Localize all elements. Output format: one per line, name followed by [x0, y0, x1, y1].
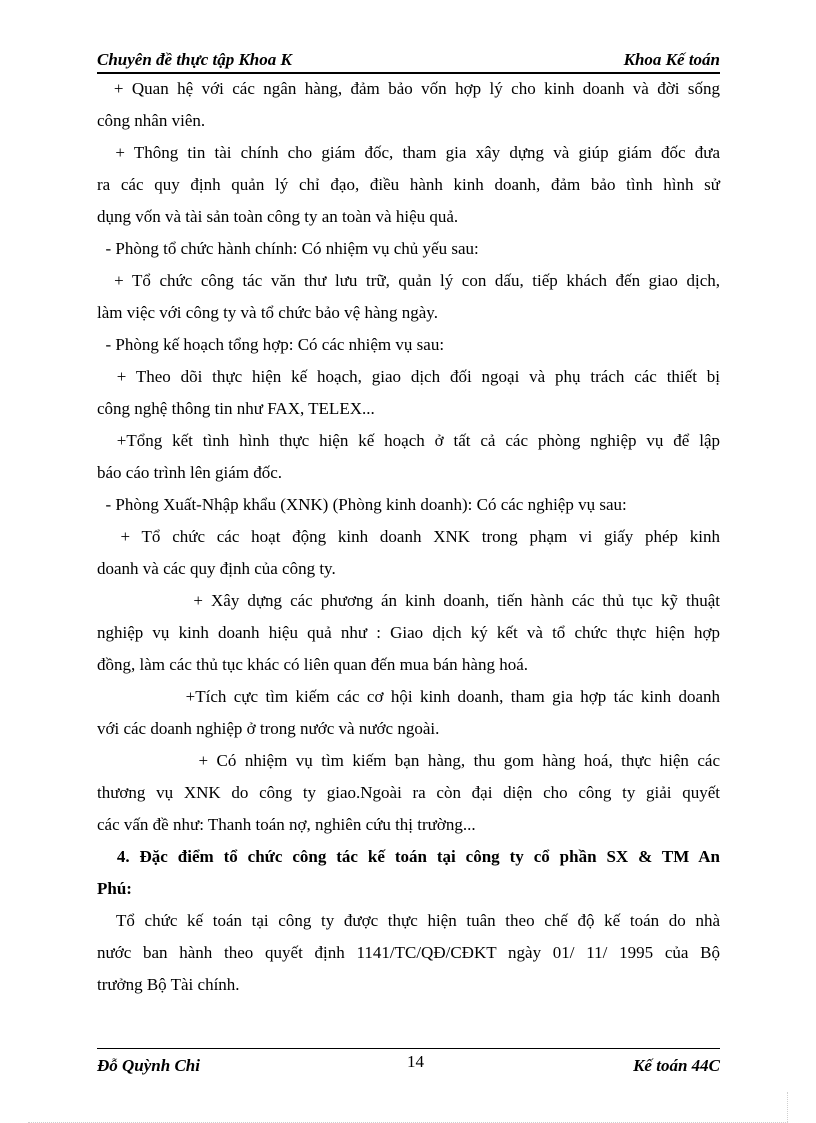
text-line: + Xây dựng các phương án kinh doanh, tiến hành các thủ tục kỹ thuật [97, 591, 720, 610]
text-line: - Phòng Xuất-Nhập khẩu (XNK) (Phòng kinh doanh): Có các nghiệp vụ sau: [97, 495, 627, 514]
text-line: + Có nhiệm vụ tìm kiếm bạn hàng, thu gom hàng hoá, thực hiện các [97, 751, 720, 770]
text-line: + Theo dõi thực hiện kế hoạch, giao dịch đối ngoại và phụ trách các thiết bị [97, 367, 720, 386]
text-line: + Thông tin tài chính cho giám đốc, tham gia xây dựng và giúp giám đốc đưa [97, 143, 720, 162]
text-line: các vấn đề như: Thanh toán nợ, nghiên cứu thị trường... [97, 815, 476, 834]
text-line: - Phòng tổ chức hành chính: Có nhiệm vụ chủ yếu sau: [97, 239, 479, 258]
header-title-left: Chuyên đề thực tập Khoa K [97, 50, 292, 69]
footer-class: Kế toán 44C [633, 1056, 720, 1075]
text-line: nghiệp vụ kinh doanh hiệu quả như : Giao dịch ký kết và tổ chức thực hiện hợp [97, 623, 720, 642]
text-line: trưởng Bộ Tài chính. [97, 975, 240, 994]
text-line: đồng, làm các thủ tục khác có liên quan đến mua bán hàng hoá. [97, 655, 528, 674]
text-line: ra các quy định quản lý chỉ đạo, điều hành kinh doanh, đảm bảo tình hình sử [97, 175, 720, 194]
header-title-right: Khoa Kế toán [623, 50, 720, 69]
page-header [97, 50, 720, 74]
text-line: dụng vốn và tài sản toàn công ty an toàn và hiệu quả. [97, 207, 459, 226]
section-heading: 4. Đặc điểm tổ chức công tác kế toán tại công ty cổ phần SX & TM An [97, 847, 720, 866]
text-line: làm việc với công ty và tổ chức bảo vệ hàng ngày. [97, 303, 438, 322]
text-line: + Tổ chức các hoạt động kinh doanh XNK trong phạm vi giấy phép kinh [97, 527, 720, 546]
text-line: với các doanh nghiệp ở trong nước và nước ngoài. [97, 719, 440, 738]
page-number: 14 [407, 1052, 424, 1071]
footer-author: Đỗ Quỳnh Chi [97, 1056, 200, 1075]
text-line: nước ban hành theo quyết định 1141/TC/QĐ/CĐKT ngày 01/ 11/ 1995 của Bộ [97, 943, 720, 962]
text-line: + Quan hệ với các ngân hàng, đảm bảo vốn hợp lý cho kinh doanh và đời sống [97, 79, 720, 98]
page-edge-divider [787, 1092, 788, 1122]
text-line: công nghệ thông tin như FAX, TELEX... [97, 399, 375, 418]
text-line: +Tích cực tìm kiếm các cơ hội kinh doanh, tham gia hợp tác kinh doanh [97, 687, 720, 706]
text-line: báo cáo trình lên giám đốc. [97, 463, 283, 482]
text-line: +Tổng kết tình hình thực hiện kế hoạch ở tất cả các phòng nghiệp vụ để lập [97, 431, 720, 450]
text-line: + Tổ chức công tác văn thư lưu trữ, quản lý con dấu, tiếp khách đến giao dịch, [97, 271, 720, 290]
text-line: - Phòng kế hoạch tổng hợp: Có các nhiệm vụ sau: [97, 335, 445, 354]
section-heading: Phú: [97, 879, 132, 898]
text-line: doanh và các quy định của công ty. [97, 559, 336, 578]
page-footer [97, 1048, 720, 1075]
text-line: thương vụ XNK do công ty giao.Ngoài ra còn đại diện cho công ty giải quyết [97, 783, 720, 802]
text-line: công nhân viên. [97, 111, 206, 130]
text-line: Tổ chức kế toán tại công ty được thực hiện tuân theo chế độ kế toán do nhà [97, 911, 720, 930]
